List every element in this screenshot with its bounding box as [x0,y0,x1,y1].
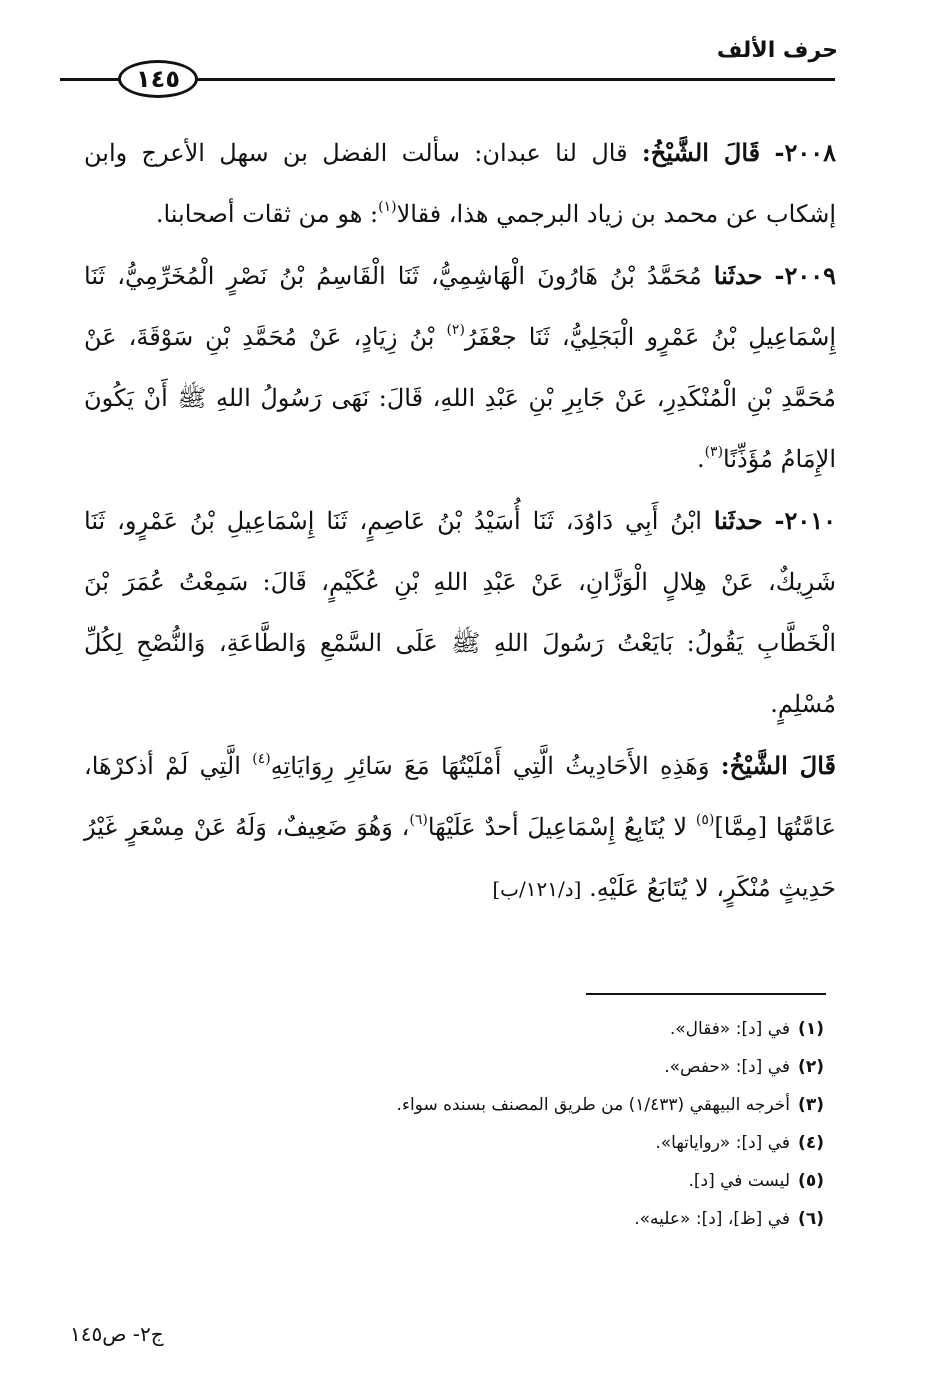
entry-text: بْنُ زِيَادٍ، عَنْ مُحَمَّدِ بْنِ سَوْقَةَ، عَنْ مُحَمَّدِ بْنِ الْمُنْكَدِرِ، عَنْ جَابِرِ بْنِ عَبْدِ اللهِ، قَالَ: نَهَى رَسُولُ اللهِ ﷺ أَنْ يَكُونَ الإِمَامُ مُؤَذِّنًا [84,323,836,473]
footnote-item [104,1124,824,1162]
footnotes [104,1010,824,1238]
main-body [84,122,836,920]
entry-number: ٢٠١٠- [774,506,836,535]
footnote-item [104,1200,824,1238]
footnote-text: في [ظ]، [د]: «عليه». [634,1209,790,1229]
entry-2008 [84,122,836,245]
entry-text: مُحَمَّدُ بْنُ هَارُونَ الْهَاشِمِيُّ، ثَنَا الْقَاسِمُ بْنُ نَصْرٍ الْمُخَرِّمِيُّ، ثَنَا إِسْمَاعِيلِ بْنُ عَمْرٍو الْبَجَلِيُّ، ثَنَا جعْفَرُ [84,262,836,351]
footnote-item [104,1048,824,1086]
entry-number: ٢٠٠٩- [774,261,836,290]
footnote-number: (٣) [798,1095,824,1115]
footnote-number: (٢) [798,1057,824,1077]
entry-keyword: حدثَنا [713,261,763,290]
footnote-text: في [د]: «رواياتها». [655,1133,790,1153]
footnote-ref: (٣) [704,444,724,460]
footnote-text: ليست في [د]. [688,1171,790,1191]
footnote-item [104,1010,824,1048]
entry-text: الَّتِي لَمْ أذكرْهَا، عَامَّتُهَا [مِمَّا] [84,752,836,841]
footnote-ref: (٦) [409,812,428,828]
footnote-number: (٥) [798,1171,824,1191]
running-title: حرف الألف [716,38,838,63]
page-number-oval [118,60,198,98]
footnote-text: أخرجه البيهقي (١/٤٣٣) من طريق المصنف بسنده سواء. [396,1095,790,1115]
footnote-number: (٤) [798,1133,824,1153]
entry-text: ، وَهُوَ ضَعِيفٌ، وَلَهُ عَنْ مِسْعَرٍ غَيْرُ حَدِيثٍ مُنْكَرٍ، لا يُتَابَعُ عَلَيْهِ. [84,813,836,902]
footnote-text: في [د]: «فقال». [669,1019,790,1039]
page-number: ١٤٥ [136,65,180,93]
footnote-number: (٦) [798,1209,824,1229]
footnote-rule [586,993,826,995]
entry-text: وَهَذِهِ الأَحَادِيثُ الَّتِي أَمْلَيْتُهَا مَعَ سَائِرِ رِوَايَاتِهِ [270,752,721,780]
entry-sheikh-comment [84,735,836,920]
footnote-number: (١) [798,1019,824,1039]
entry-text: . [696,445,705,473]
entry-2009 [84,245,836,490]
footnote-ref: (٤) [252,751,271,767]
footnote-item [104,1086,824,1124]
entry-keyword: قَالَ الشَّيْخُ: [641,138,761,167]
footnote-text: في [د]: «حفص». [664,1057,790,1077]
entry-number: ٢٠٠٨- [774,138,836,167]
footnote-ref: (٢) [446,322,465,338]
page-marker: ج٢- ص١٤٥ [70,1322,164,1346]
entry-text: لا يُتَابِعُ إِسْمَاعِيلَ أحدٌ عَلَيْهَا [427,813,696,841]
manuscript-reference: [د/١٢١/ب] [492,877,582,901]
footnote-ref: (٥) [695,812,715,828]
entry-keyword: حدثَنا [713,506,763,535]
entry-2010 [84,490,836,735]
footnote-ref: (١) [378,199,397,215]
entry-text: ابْنُ أَبِي دَاوُدَ، ثَنَا أُسَيْدُ بْنُ عَاصِمٍ، ثَنَا إِسْمَاعِيلِ بْنُ عَمْرٍو، ثَنَا شَرِيكٌ، عَنْ هِلالٍ الْوَزَّانِ، عَنْ عَبْدِ اللهِ بْنِ عُكَيْمٍ، قَالَ: سَمِعْتُ عُمَرَ بْنَ الْخَطَّابِ يَقُولُ: بَايَعْتُ رَسُولَ اللهِ ﷺ عَلَى السَّمْعِ وَالطَّاعَةِ، وَالنُّصْحِ لِكُلِّ مُسْلِمٍ. [84,507,836,718]
entry-text: قال لنا عبدان: سألت الفضل بن سهل الأعرج وابن إشكاب عن محمد بن زياد البرجمي هذا، فقالا [84,139,836,228]
footnote-item [104,1162,824,1200]
entry-keyword: قَالَ الشَّيْخُ: [720,751,837,780]
entry-text: : هو من ثقات أصحابنا. [155,200,379,228]
